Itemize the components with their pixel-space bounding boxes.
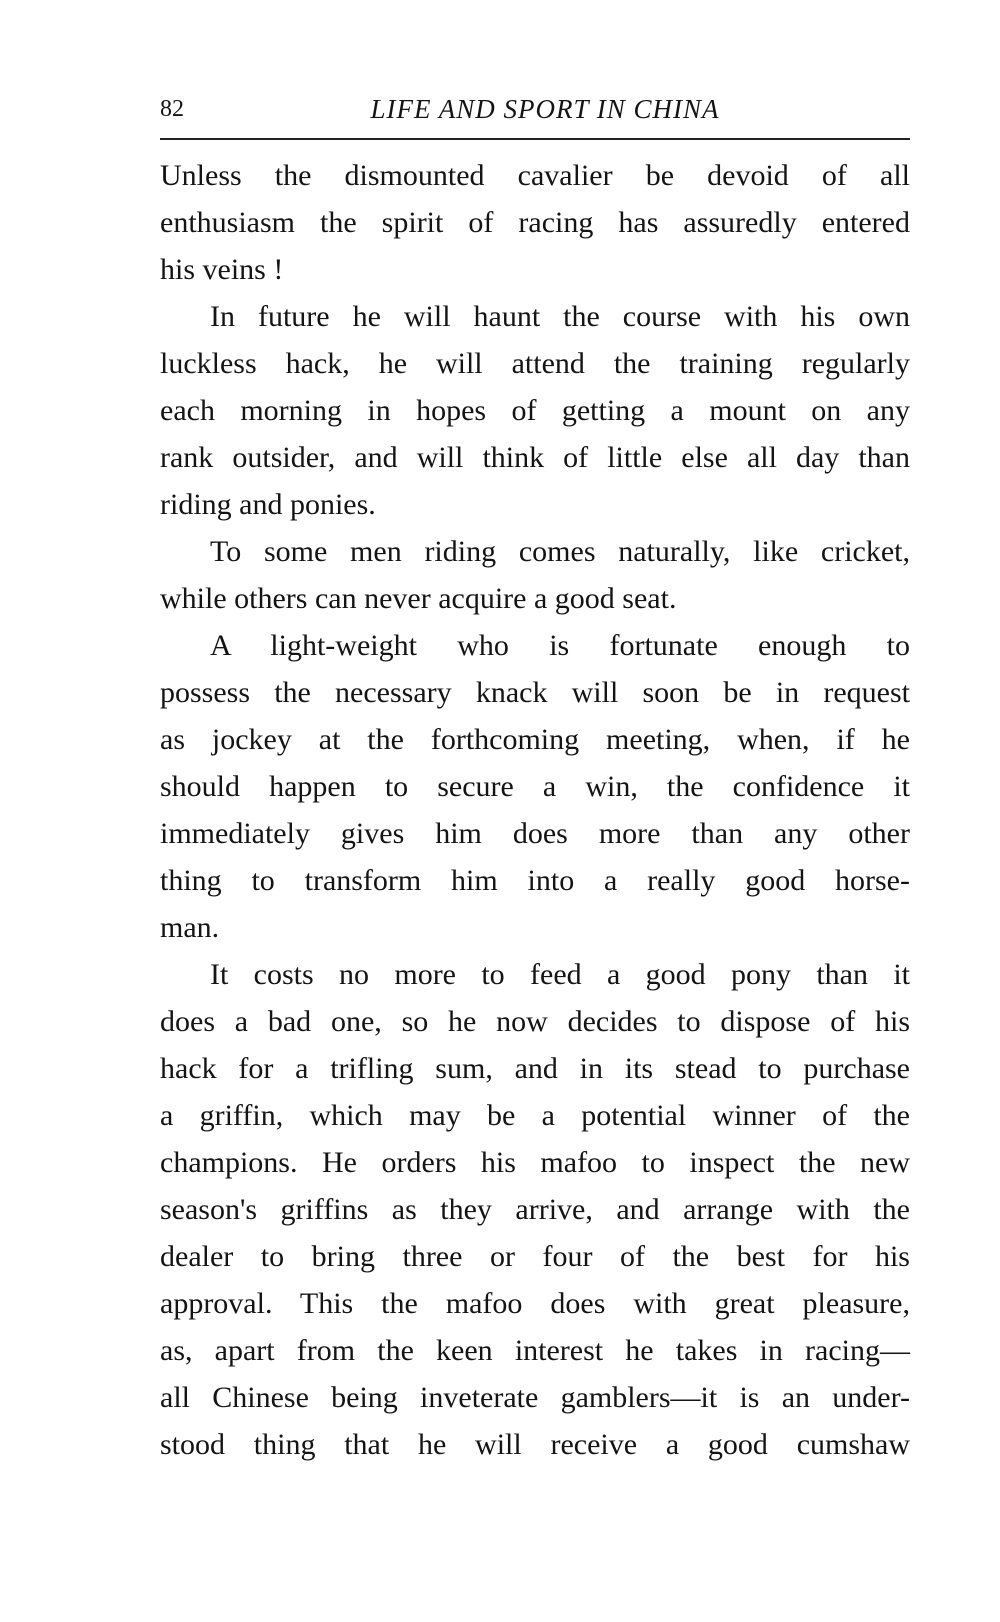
text-line: while others can never acquire a good seat. — [160, 582, 677, 615]
text-line: all Chinese being inveterate gamblers—it is an under- — [160, 1381, 910, 1414]
text-line: man. — [160, 911, 220, 944]
text-line: luckless hack, he will attend the training regularly — [160, 347, 910, 380]
text-line: It costs no more to feed a good pony than it — [210, 958, 910, 991]
text-line: as jockey at the forthcoming meeting, when, if he — [160, 723, 910, 756]
text-line: hack for a trifling sum, and in its stead to purchase — [160, 1052, 910, 1085]
text-line: his veins ! — [160, 253, 284, 286]
text-line: riding and ponies. — [160, 488, 376, 521]
text-line: immediately gives him does more than any other — [160, 817, 910, 850]
text-line: a griffin, which may be a potential winner of the — [160, 1099, 910, 1132]
text-line: as, apart from the keen interest he takes in racing— — [160, 1334, 910, 1367]
text-line: Unless the dismounted cavalier be devoid of all — [160, 159, 910, 192]
page-number: 82 — [160, 96, 184, 122]
book-page — [160, 90, 910, 1468]
text-line: stood thing that he will receive a good cumshaw — [160, 1428, 910, 1461]
text-line: dealer to bring three or four of the best for his — [160, 1240, 910, 1273]
page-header — [160, 90, 910, 128]
text-line: season's griffins as they arrive, and arrange with the — [160, 1193, 910, 1226]
paragraph — [160, 622, 910, 951]
paragraph — [160, 951, 910, 1468]
text-line: A light-weight who is fortunate enough to — [210, 629, 910, 662]
text-line: approval. This the mafoo does with great pleasure, — [160, 1287, 910, 1320]
text-line: should happen to secure a win, the confidence it — [160, 770, 910, 803]
text-line: To some men riding comes naturally, like cricket, — [210, 535, 910, 568]
body-text — [160, 152, 910, 1468]
text-line: each morning in hopes of getting a mount on any — [160, 394, 910, 427]
text-line: does a bad one, so he now decides to dispose of his — [160, 1005, 910, 1038]
text-line: In future he will haunt the course with his own — [210, 300, 910, 333]
text-line: rank outsider, and will think of little else all day than — [160, 441, 910, 474]
paragraph — [160, 293, 910, 528]
text-line: champions. He orders his mafoo to inspect the new — [160, 1146, 910, 1179]
text-line: possess the necessary knack will soon be in request — [160, 676, 910, 709]
running-title: LIFE AND SPORT IN CHINA — [370, 94, 720, 124]
paragraph — [160, 528, 910, 622]
paragraph — [160, 152, 910, 293]
text-line: enthusiasm the spirit of racing has assuredly entered — [160, 206, 910, 239]
header-rule — [160, 138, 910, 140]
text-line: thing to transform him into a really good horse- — [160, 864, 910, 897]
